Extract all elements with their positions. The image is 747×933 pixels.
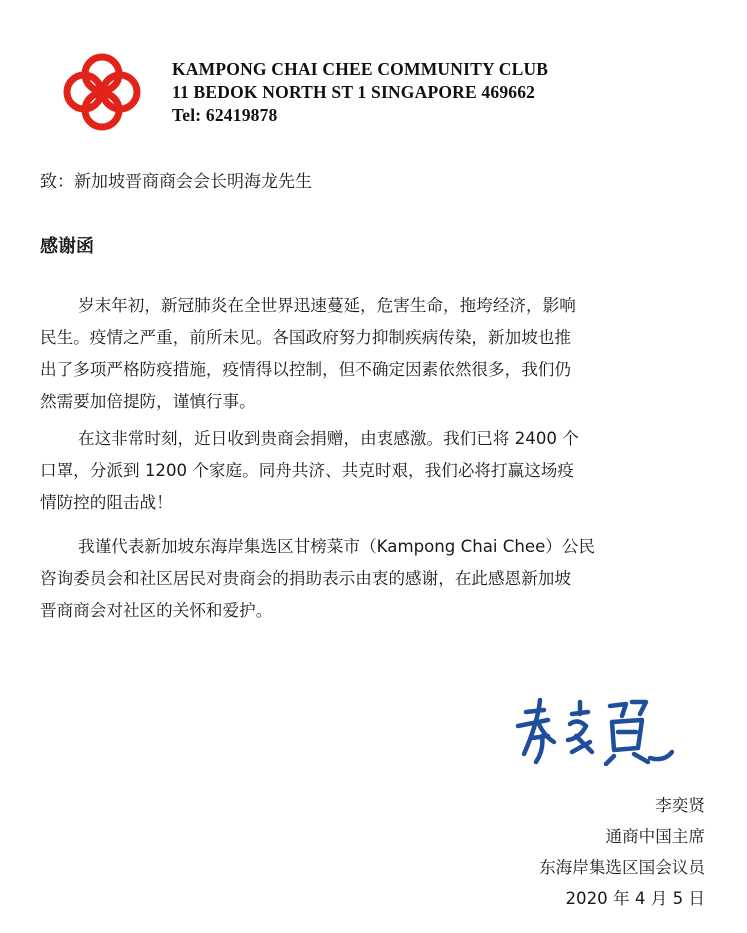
paragraph-1 xyxy=(40,290,705,418)
paragraph-line: 然需要加倍提防，谨慎行事。 xyxy=(40,392,256,411)
paragraph-line: 口罩，分派到 1200 个家庭。同舟共济、共克时艰，我们必将打赢这场疫 xyxy=(40,461,574,480)
paragraph-line: 我谨代表新加坡东海岸集选区甘榜菜市（Kampong Chai Chee）公民 xyxy=(78,537,596,556)
org-address: 11 BEDOK NORTH ST 1 SINGAPORE 469662 xyxy=(172,82,536,102)
paragraph-2 xyxy=(40,423,705,519)
signature-block xyxy=(539,790,705,914)
letter-date: 2020 年 4 月 5 日 xyxy=(565,889,705,908)
recipient-line: 致：新加坡晋商商会会长明海龙先生 xyxy=(40,172,312,192)
paragraph-line: 民生。疫情之严重，前所未见。各国政府努力抑制疾病传染，新加坡也推 xyxy=(40,328,571,347)
letter-title: 感谢函 xyxy=(40,236,94,257)
signer-name: 李奕贤 xyxy=(655,796,705,815)
handwritten-signature xyxy=(514,692,674,766)
paragraph-line: 咨询委员会和社区居民对贵商会的捐助表示由衷的感谢，在此感恩新加坡 xyxy=(40,569,571,588)
paragraph-line: 晋商商会对社区的关怀和爱护。 xyxy=(40,601,273,620)
letterhead xyxy=(172,58,548,127)
paragraph-line: 出了多项严格防疫措施，疫情得以控制，但不确定因素依然很多，我们仍 xyxy=(40,360,571,379)
org-name: KAMPONG CHAI CHEE COMMUNITY CLUB xyxy=(172,59,549,79)
community-club-logo-icon xyxy=(62,52,142,132)
paragraph-3 xyxy=(40,531,705,627)
signer-role-2: 东海岸集选区国会议员 xyxy=(539,858,705,877)
paragraph-line: 岁末年初，新冠肺炎在全世界迅速蔓延，危害生命，拖垮经济，影响 xyxy=(78,296,576,315)
paragraph-line: 在这非常时刻，近日收到贵商会捐赠，由衷感激。我们已将 2400 个 xyxy=(78,429,579,448)
signer-role-1: 通商中国主席 xyxy=(605,827,705,846)
paragraph-line: 情防控的阻击战！ xyxy=(40,493,173,512)
org-tel: Tel: 62419878 xyxy=(172,105,278,125)
